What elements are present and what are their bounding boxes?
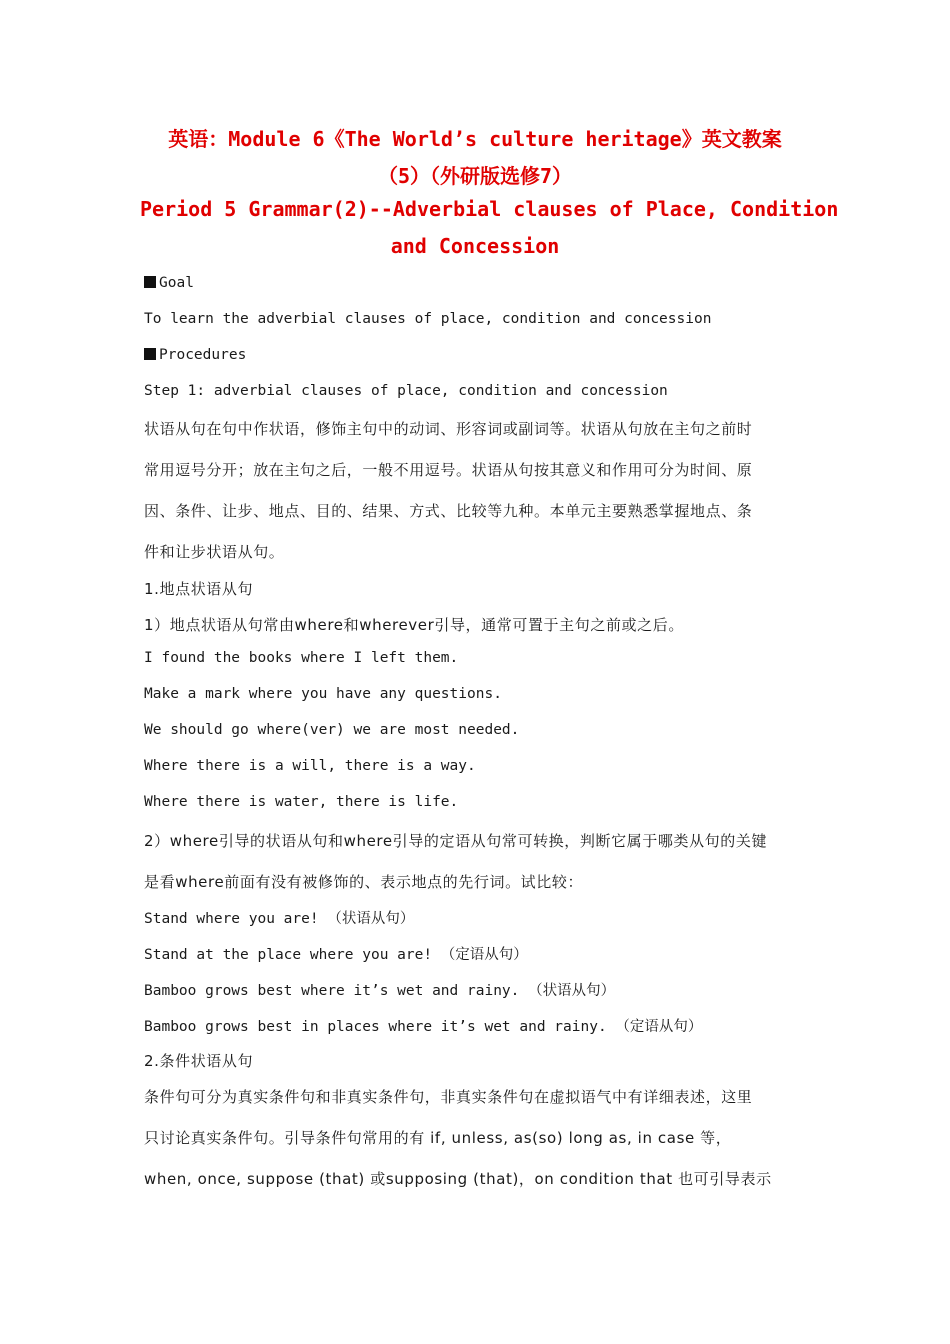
procedures-heading — [144, 347, 814, 363]
square-bullet-icon — [144, 348, 156, 360]
procedures-heading-text: Procedures — [159, 347, 247, 363]
intro-paragraph-line: 因、条件、让步、地点、目的、结果、方式、比较等九种。本单元主要熟悉掌握地点、条 — [144, 502, 753, 520]
intro-paragraph-line: 常用逗号分开；放在主句之后，一般不用逗号。状语从句按其意义和作用可分为时间、原 — [144, 461, 753, 479]
example-sentence: We should go where(ver) we are most needed. — [144, 722, 520, 738]
intro-paragraph-line: 件和让步状语从句。 — [144, 543, 285, 561]
section-2-heading: 2.条件状语从句 — [144, 1052, 254, 1070]
document-title-line-2: （5）（外研版选修7） — [377, 164, 573, 188]
section-2-paragraph-line: when, once, suppose (that) 或supposing (that)，on condition that 也可引导表示 — [144, 1170, 772, 1188]
section-2-paragraph-line: 条件句可分为真实条件句和非真实条件句，非真实条件句在虚拟语气中有详细表述，这里 — [144, 1088, 753, 1106]
comparison-sentence: Bamboo grows best in places where it’s wet and rainy. （定语从句） — [144, 1019, 703, 1035]
section-1-point-2-line: 2）where引导的状语从句和where引导的定语从句常可转换，判断它属于哪类从句的关键 — [144, 832, 768, 850]
goal-heading-text: Goal — [159, 275, 194, 291]
square-bullet-icon — [144, 276, 156, 288]
example-sentence: Where there is a will, there is a way. — [144, 758, 476, 774]
comparison-sentence: Stand where you are! （状语从句） — [144, 911, 415, 927]
section-1-point-2-line: 是看where前面有没有被修饰的、表示地点的先行词。试比较： — [144, 873, 584, 891]
period-title-line-1: Period 5 Grammar(2)--Adverbial clauses of Place, Condition — [140, 197, 839, 221]
step-1-heading: Step 1: adverbial clauses of place, condition and concession — [144, 383, 668, 399]
comparison-sentence: Bamboo grows best where it’s wet and rainy. （状语从句） — [144, 983, 616, 999]
example-sentence: I found the books where I left them. — [144, 650, 459, 666]
example-sentence: Make a mark where you have any questions. — [144, 686, 502, 702]
section-2-paragraph-line: 只讨论真实条件句。引导条件句常用的有 if, unless, as(so) long as, in case 等， — [144, 1129, 732, 1147]
section-1-point-1: 1）地点状语从句常由where和wherever引导，通常可置于主句之前或之后。 — [144, 616, 684, 634]
period-title-line-2: and Concession — [390, 234, 560, 258]
intro-paragraph-line: 状语从句在句中作状语，修饰主句中的动词、形容词或副词等。状语从句放在主句之前时 — [144, 420, 753, 438]
comparison-sentence: Stand at the place where you are! （定语从句） — [144, 947, 528, 963]
goal-heading — [144, 275, 814, 291]
example-sentence: Where there is water, there is life. — [144, 794, 459, 810]
document-title-line-1: 英语：Module 6《The World’s culture heritage》英文教案 — [168, 127, 782, 151]
section-1-heading: 1.地点状语从句 — [144, 580, 254, 598]
goal-text: To learn the adverbial clauses of place, condition and concession — [144, 311, 712, 327]
